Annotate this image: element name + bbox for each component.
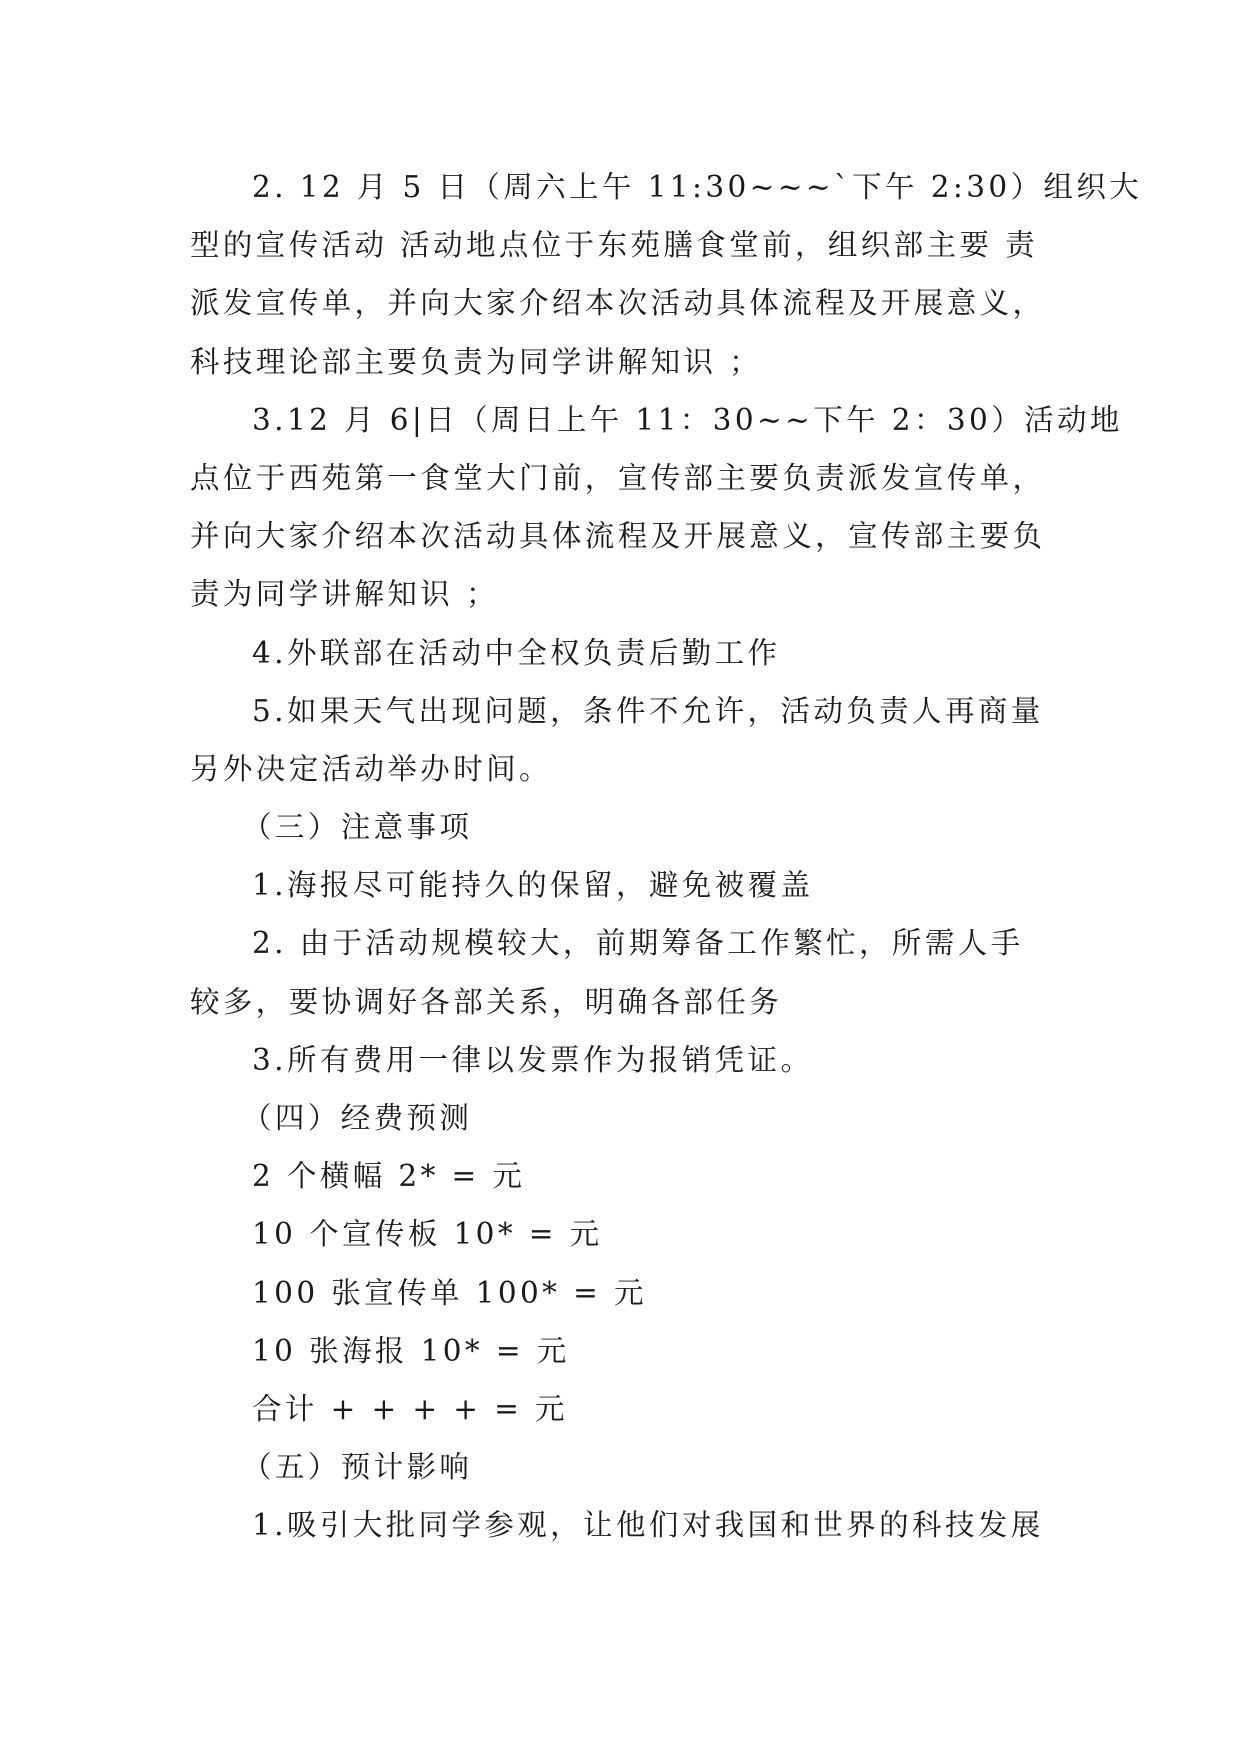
section-heading: （三）注意事项 [242,810,473,845]
paragraph-line: 5.如果天气出现问题，条件不允许，活动负责人再商量 [252,693,1044,728]
paragraph-line: 2. 由于活动规模较大，前期筹备工作繁忙，所需人手 [252,926,1024,961]
budget-item: 10 个宣传板 10* = 元 [252,1217,603,1252]
paragraph-line: 型的宣传活动 活动地点位于东苑膳食堂前，组织部主要 责 [190,228,1039,263]
budget-item: 2 个横幅 2* = 元 [252,1159,526,1194]
paragraph-line: 并向大家介绍本次活动具体流程及开展意义，宣传部主要负 [190,519,1046,554]
paragraph-line: 责为同学讲解知识 ； [190,577,499,612]
paragraph-line: 点位于西苑第一食堂大门前，宣传部主要负责派发宣传单， [190,460,1046,495]
document-body [190,158,1143,1555]
section-heading: （四）经费预测 [242,1101,473,1135]
paragraph-line: 1.海报尽可能持久的保留，避免被覆盖 [252,868,814,903]
paragraph-line: 派发宣传单，并向大家介绍本次活动具体流程及开展意义， [190,286,1046,321]
budget-total: 合计 + + + + = 元 [252,1391,568,1426]
budget-item: 100 张宣传单 100* = 元 [252,1275,647,1310]
paragraph-line: 1.吸引大批同学参观，让他们对我国和世界的科技发展 [252,1508,1044,1543]
paragraph-line: 4.外联部在活动中全权负责后勤工作 [252,635,781,670]
paragraph-line: 3.12 月 6|日（周日上午 11：30~~下午 2：30）活动地 [252,402,1123,437]
section-heading: （五）预计影响 [242,1450,473,1485]
paragraph-line: 另外决定活动举办时间。 [190,751,552,786]
paragraph-line: 2. 12 月 5 日（周六上午 11:30~~~`下午 2:30）组织大 [252,170,1143,204]
paragraph-line: 科技理论部主要负责为同学讲解知识 ； [190,344,763,379]
paragraph-line: 3.所有费用一律以发票作为报销凭证。 [252,1042,814,1077]
budget-item: 10 张海报 10* = 元 [252,1333,570,1368]
paragraph-line: 较多，要协调好各部关系，明确各部任务 [190,984,783,1019]
